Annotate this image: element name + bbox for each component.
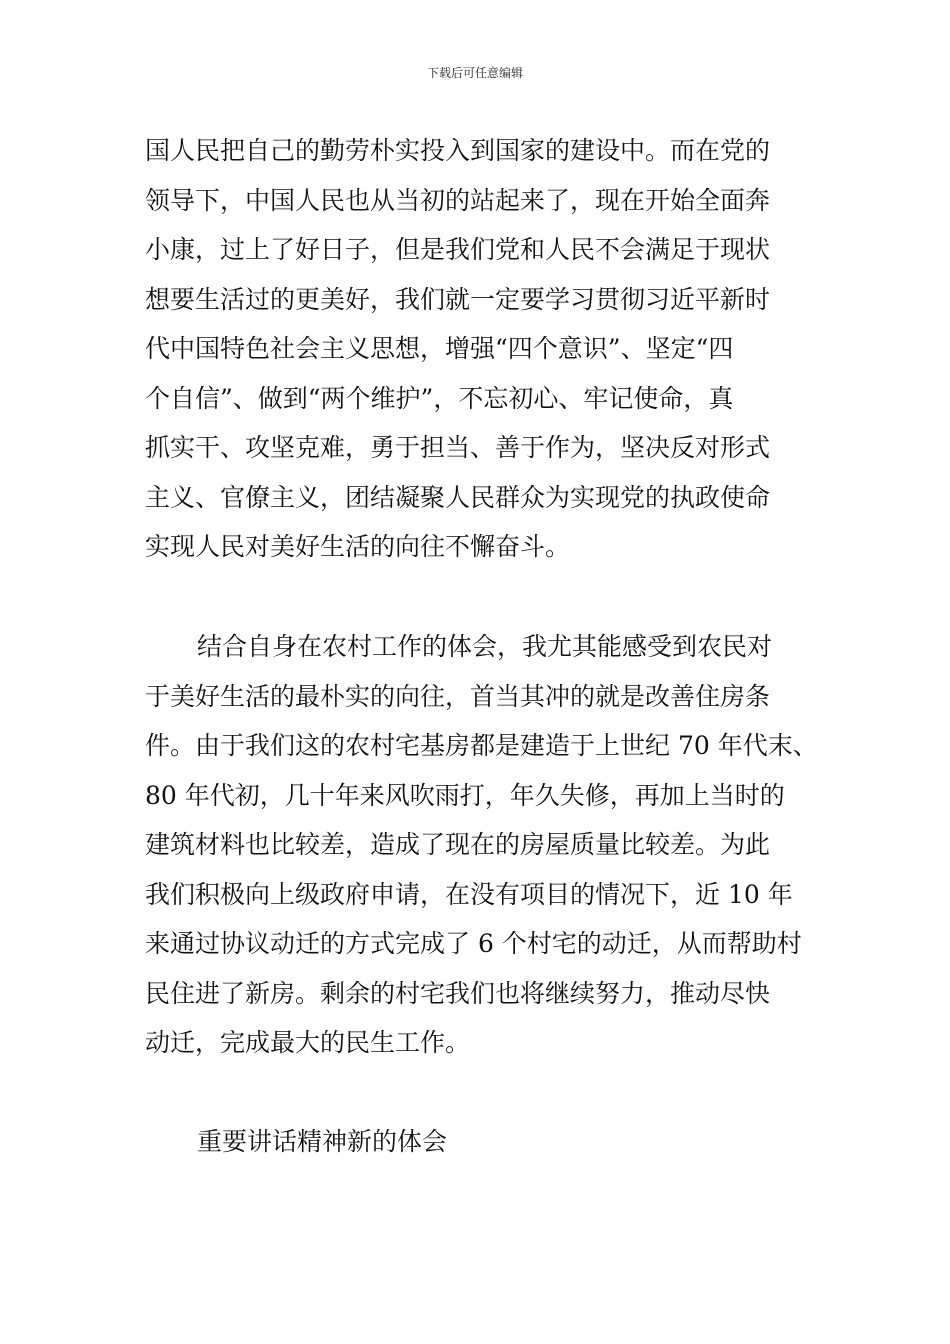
text-line: 主义、官僚主义，团结凝聚人民群众为实现党的执政使命 [145, 482, 771, 512]
text-line: 我们积极向上级政府申请，在没有项目的情况下，近 10 年 [145, 879, 793, 909]
text-line: 领导下，中国人民也从当初的站起来了，现在开始全面奔 [145, 185, 771, 215]
text-line: 80 年代初，几十年来风吹雨打，年久失修，再加上当时的 [145, 780, 785, 810]
text-line: 国人民把自己的勤劳朴实投入到国家的建设中。而在党的 [145, 136, 771, 165]
text-line: 代中国特色社会主义思想，增强“四个意识”、坚定“四 [145, 334, 734, 363]
page-header: 下载后可任意编辑 [426, 66, 523, 80]
text-line: 想要生活过的更美好，我们就一定要学习贯彻习近平新时 [145, 284, 771, 314]
text-line: 建筑材料也比较差，造成了现在的房屋质量比较差。为此 [145, 830, 771, 859]
paragraph-rural-housing [145, 622, 818, 1068]
section-heading: 重要讲话精神新的体会 [197, 1127, 448, 1156]
text-line: 结合自身在农村工作的体会，我尤其能感受到农民对 [197, 632, 773, 661]
text-line: 实现人民对美好生活的向往不懈奋斗。 [145, 532, 571, 561]
text-line: 来通过协议动迁的方式完成了 6 个村宅的动迁，从而帮助村 [145, 929, 802, 958]
text-line: 于美好生活的最朴实的向往，首当其冲的就是改善住房条 [145, 681, 771, 711]
paragraph-continued [145, 126, 770, 572]
text-line: 小康，过上了好日子，但是我们党和人民不会满足于现状 [145, 235, 771, 264]
text-line: 动迁，完成最大的民生工作。 [145, 1028, 471, 1057]
text-line: 民住进了新房。剩余的村宅我们也将继续努力，推动尽快 [145, 978, 771, 1008]
text-line: 抓实干、攻坚克难，勇于担当、善于作为，坚决反对形式 [145, 433, 771, 462]
text-line: 个自信”、做到“两个维护”，不忘初心、牢记使命，真 [145, 383, 734, 413]
section-heading-paragraph [145, 1117, 447, 1167]
text-line: 件。由于我们这的农村宅基房都是建造于上世纪 70 年代末、 [145, 731, 818, 760]
